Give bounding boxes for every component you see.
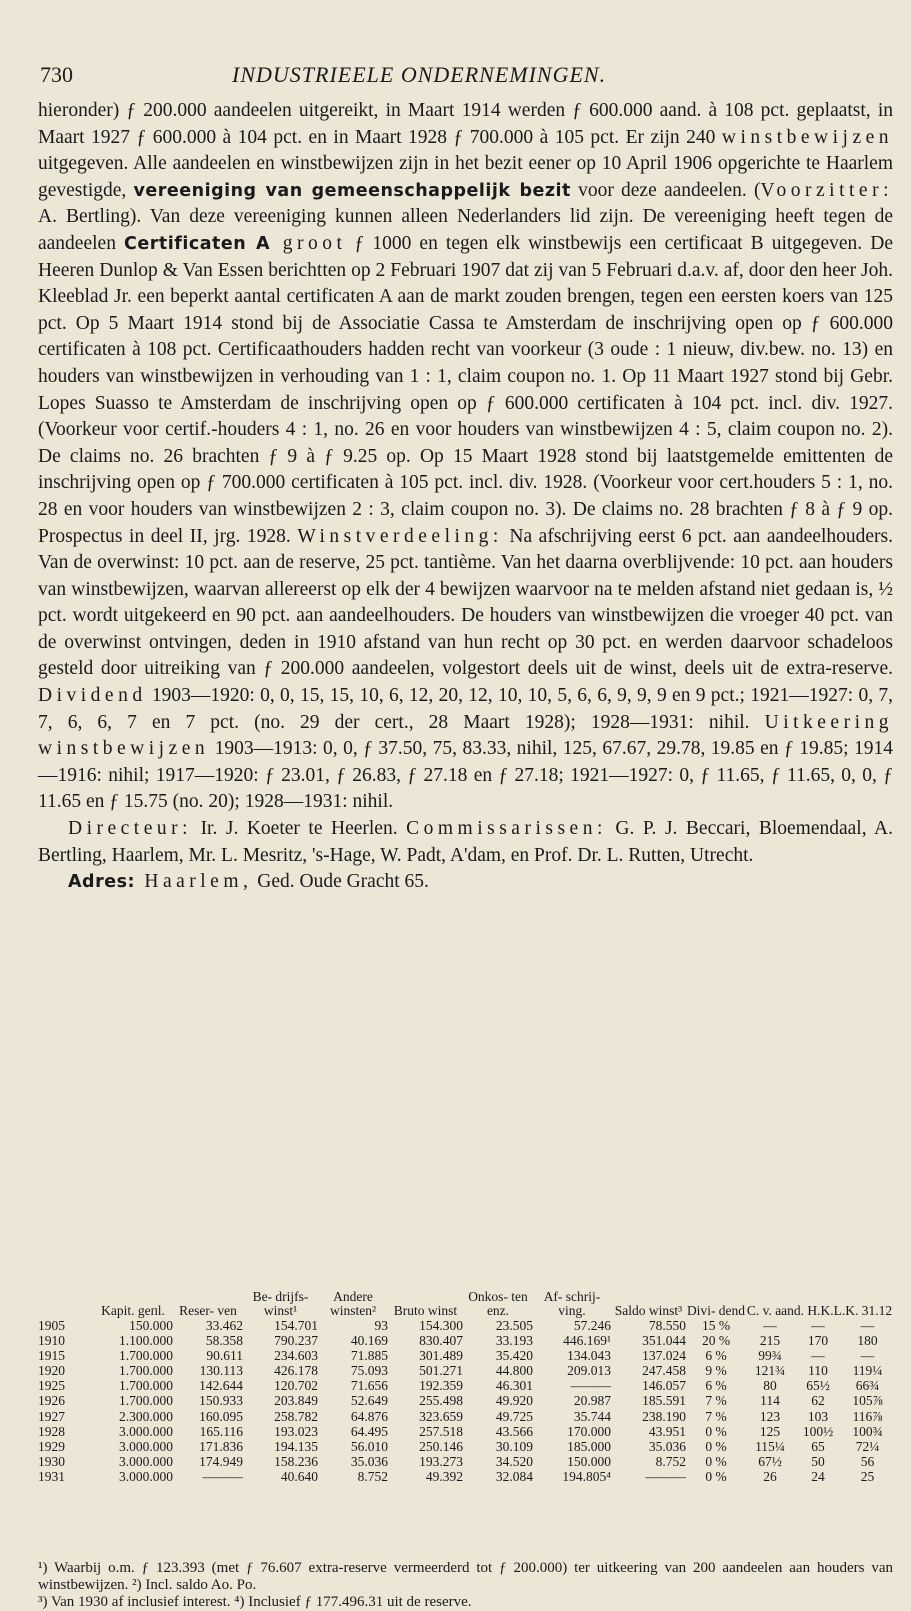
table-cell-h: 121¾ bbox=[754, 1363, 786, 1379]
table-cell-reserven: 165.116 bbox=[199, 1423, 243, 1439]
table-cell-h: 80 bbox=[763, 1378, 777, 1394]
spaced-term-dividend: Dividend bbox=[38, 685, 147, 707]
table-cell-reserven: 130.113 bbox=[199, 1363, 243, 1379]
table-cell-bedrijf: 40.640 bbox=[280, 1468, 318, 1484]
table-cell-div: 6 % bbox=[705, 1378, 727, 1394]
table-cell-l: — bbox=[860, 1348, 875, 1364]
table-cell-h: 123 bbox=[759, 1408, 781, 1424]
page-header bbox=[40, 62, 893, 92]
table-cell-saldo: 247.458 bbox=[642, 1363, 686, 1379]
table-cell-kapit: 3.000.000 bbox=[119, 1423, 173, 1439]
table-header-cell: Divi- dend bbox=[686, 1303, 746, 1318]
table-header-cell: Reser- ven bbox=[179, 1303, 237, 1318]
table-header-cell: Bruto winst bbox=[393, 1303, 458, 1318]
table-cell-saldo: 351.044 bbox=[642, 1333, 686, 1349]
table-cell-afschr: 150.000 bbox=[567, 1453, 611, 1469]
table-cell-div: 15 % bbox=[701, 1318, 731, 1333]
table-row bbox=[38, 1454, 893, 1469]
table-header-row bbox=[38, 1290, 893, 1318]
table-cell-kapit: 1.700.000 bbox=[119, 1363, 173, 1379]
table-cell-k: 110 bbox=[808, 1363, 828, 1379]
table-cell-kapit: 3.000.000 bbox=[119, 1453, 173, 1469]
paragraph-directors: Directeur: Ir. J. Koeter te Heerlen. Commissarissen: G. P. J. Beccari, Bloemendaal, A. Bertling, Haarlem, Mr. L. Mesritz, 's-Hage, W. Padt, A'dam, en Prof. Dr. L. Rutten, Utrecht. bbox=[38, 818, 893, 866]
table-cell-bruto: 257.518 bbox=[419, 1423, 463, 1439]
table-cell-bedrijf: 426.178 bbox=[274, 1363, 318, 1379]
page-number: 730 bbox=[40, 62, 73, 87]
table-cell-andere: 8.752 bbox=[357, 1468, 388, 1484]
table-cell-h: 215 bbox=[759, 1333, 781, 1349]
table-cell-afschr: 134.043 bbox=[567, 1348, 611, 1364]
table-cell-bedrijf: 154.701 bbox=[274, 1318, 318, 1333]
table-cell-bedrijf: 234.603 bbox=[274, 1348, 318, 1364]
table-cell-year: 1928 bbox=[38, 1423, 65, 1439]
table-row bbox=[38, 1348, 893, 1363]
spaced-term-commissarissen: Commissarissen: bbox=[406, 818, 607, 840]
table-cell-onkosten: 44.800 bbox=[495, 1363, 533, 1379]
table-cell-andere: 35.036 bbox=[350, 1453, 388, 1469]
table-cell-year: 1929 bbox=[38, 1438, 65, 1454]
table-header-cell: Be- drijfs- winst¹ bbox=[252, 1289, 309, 1318]
table-cell-andere: 40.169 bbox=[350, 1333, 388, 1349]
table-header-cell: Andere winsten² bbox=[329, 1289, 377, 1318]
table-cell-saldo: 238.190 bbox=[642, 1408, 686, 1424]
table-cell-kapit: 2.300.000 bbox=[119, 1408, 173, 1424]
table-cell-onkosten: 46.301 bbox=[495, 1378, 533, 1394]
table-cell-andere: 75.093 bbox=[350, 1363, 388, 1379]
table-cell-bedrijf: 258.782 bbox=[274, 1408, 318, 1424]
table-cell-h: — bbox=[763, 1318, 777, 1333]
table-header-cell bbox=[38, 1290, 93, 1318]
table-cell-l: 56 bbox=[860, 1453, 875, 1469]
table-cell-saldo: 137.024 bbox=[642, 1348, 686, 1364]
table-cell-saldo: ——— bbox=[645, 1468, 686, 1484]
running-title: INDUSTRIEELE ONDERNEMINGEN. bbox=[232, 62, 607, 87]
table-cell-reserven: 90.611 bbox=[206, 1348, 243, 1364]
table-cell-bruto: 192.359 bbox=[419, 1378, 463, 1394]
table-cell-l: 105⅞ bbox=[852, 1393, 883, 1409]
table-cell-onkosten: 32.084 bbox=[495, 1468, 533, 1484]
spaced-term-haarlem: Haarlem, bbox=[134, 871, 253, 893]
table-cell-saldo: 185.591 bbox=[642, 1393, 686, 1409]
table-cell-bruto: 501.271 bbox=[419, 1363, 463, 1379]
table-row bbox=[38, 1424, 893, 1439]
table-cell-bruto: 255.498 bbox=[419, 1393, 463, 1409]
table-cell-div: 0 % bbox=[705, 1423, 727, 1439]
table-cell-kapit: 1.700.000 bbox=[119, 1378, 173, 1394]
table-cell-afschr: 170.000 bbox=[567, 1423, 611, 1439]
table-cell-year: 1905 bbox=[38, 1318, 65, 1333]
table-cell-l: 180 bbox=[857, 1333, 878, 1349]
table-cell-kapit: 3.000.000 bbox=[119, 1438, 173, 1454]
table-row bbox=[38, 1393, 893, 1408]
table-cell-div: 0 % bbox=[705, 1468, 727, 1484]
table-cell-year: 1925 bbox=[38, 1378, 65, 1394]
table-cell-div: 7 % bbox=[705, 1408, 727, 1424]
table-cell-year: 1931 bbox=[38, 1468, 65, 1484]
bold-term-adres: Adres: bbox=[68, 872, 135, 893]
table-cell-andere: 71.656 bbox=[350, 1378, 388, 1394]
table-cell-reserven: 174.949 bbox=[199, 1453, 243, 1469]
table-cell-div: 20 % bbox=[701, 1333, 731, 1349]
table-cell-afschr: 20.987 bbox=[573, 1393, 611, 1409]
table-cell-k: — bbox=[811, 1318, 825, 1333]
table-cell-bedrijf: 158.236 bbox=[274, 1453, 318, 1469]
table-cell-onkosten: 30.109 bbox=[495, 1438, 533, 1454]
financial-table-wrap bbox=[38, 1290, 893, 1484]
table-cell-onkosten: 43.566 bbox=[495, 1423, 533, 1439]
table-cell-k: 24 bbox=[811, 1468, 825, 1484]
table-cell-reserven: 160.095 bbox=[199, 1408, 243, 1424]
table-cell-year: 1915 bbox=[38, 1348, 65, 1364]
footnotes bbox=[38, 1560, 893, 1611]
table-cell-bedrijf: 194.135 bbox=[274, 1438, 318, 1454]
spaced-term-groot: groot bbox=[270, 232, 347, 254]
table-cell-k: 103 bbox=[807, 1408, 829, 1424]
table-cell-k: 170 bbox=[807, 1333, 829, 1349]
table-cell-bruto: 301.489 bbox=[419, 1348, 463, 1364]
table-cell-l: 119¼ bbox=[852, 1363, 883, 1379]
table-cell-year: 1930 bbox=[38, 1453, 65, 1469]
table-body bbox=[38, 1318, 893, 1484]
table-cell-reserven: 142.644 bbox=[199, 1378, 243, 1394]
table-cell-bruto: 250.146 bbox=[419, 1438, 463, 1454]
table-cell-andere: 64.495 bbox=[350, 1423, 388, 1439]
table-row bbox=[38, 1439, 893, 1454]
table-cell-onkosten: 34.520 bbox=[495, 1453, 533, 1469]
table-cell-saldo: 146.057 bbox=[642, 1378, 686, 1394]
footnote-1-2: ¹) Waarbij o.m. ƒ 123.393 (met ƒ 76.607 extra-reserve vermeerderd tot ƒ 200.000) ter uitkeering van 200 aandeelen aan houders van winstbewijzen. ²) Incl. saldo Ao. Po. bbox=[38, 1560, 893, 1593]
spaced-term-winstverdeeling: Winstverdeeling: bbox=[297, 525, 503, 547]
table-cell-l: 100¾ bbox=[852, 1423, 883, 1439]
table-cell-onkosten: 33.193 bbox=[495, 1333, 533, 1349]
table-cell-andere: 71.885 bbox=[350, 1348, 388, 1364]
table-cell-andere: 64.876 bbox=[350, 1408, 388, 1424]
paragraph-company-history: hieronder) ƒ 200.000 aandeelen uitgereikt, in Maart 1914 werden ƒ 600.000 aand. à 108 pct. geplaatst, in Maart 1927 ƒ 600.000 à 104 pct. en in Maart 1928 ƒ 700.000 à 105 pct. Er zijn 240 winstbewijzen uitgegeven. Alle aandeelen en winstbewijzen zijn in het bezit eener op 10 April 1906 opgerichte te Haarlem gevestigde, vereeniging van gemeenschappelijk bezit voor deze aandeelen. (Voorzitter: A. Bertling). Van deze vereeniging kunnen alleen Nederlanders lid zijn. De vereeniging heeft tegen de aandeelen Certificaten A groot ƒ 1000 en tegen elk winstbewijs een certificaat B uitgegeven. De Heeren Dunlop & Van Essen berichtten op 2 Februari 1907 dat zij van 5 Februari d.a.v. af, door den heer Joh. Kleeblad Jr. een beperkt aantal certificaten A aan de markt zouden brengen, tegen een eersten koers van 125 pct. Op 5 Maart 1914 stond bij de Associatie Cassa te Amsterdam de inschrijving open op ƒ 600.000 certificaten à 108 pct. Certificaathouders hadden recht van voorkeur (3 oude : 1 nieuw, div.bew. no. 13) en houders van winstbewijzen in verhouding van 1 : 1, claim coupon no. 1. Op 11 Maart 1927 stond bij Gebr. Lopes Suasso te Amsterdam de inschrijving open op ƒ 600.000 certificaten à 104 pct. incl. div. 1927. (Voorkeur voor certif.-houders 4 : 1, no. 26 en voor houders van winstbewijzen 4 : 5, claim coupon no. 2). De claims no. 26 brachten ƒ 9 à ƒ 9.25 op. Op 15 Maart 1928 stond bij laatstgemelde emittenten de inschrijving open op ƒ 700.000 certificaten à 105 pct. incl. div. 1928. (Voorkeur voor cert.houders 5 : 1, no. 28 en voor houders van winstbewijzen 2 : 3, claim coupon no. 3). De claims no. 28 brachten ƒ 8 à ƒ 9 op. Prospectus in deel II, jrg. 1928. Winstverdeeling: Na afschrijving eerst 6 pct. aan aandeelhouders. Van de overwinst: 10 pct. aan de reserve, 25 pct. tantième. Van het daarna overblijvende: 10 pct. aan houders van winstbewijzen, waarvan allereerst op elk der 4 bewijzen waarvoor na te melden afstand niet gedaan is, ½ pct. wordt uitgekeerd en 90 pct. aan aandeelhouders. De houders van winstbewijzen die vroeger 40 pct. van de overwinst ontvingen, deden in 1910 afstand van hun recht op 30 pct. en werden daarvoor schadeloos gesteld door uitreiking van ƒ 200.000 aandeelen, volgestort deels uit de winst, deels uit de extra-reserve. Dividend 1903—1920: 0, 0, 15, 15, 10, 6, 12, 20, 12, 10, 10, 5, 6, 6, 9, 9, 9 en 9 pct.; 1921—1927: 0, 7, 7, 6, 6, 7 en 7 pct. (no. 29 der cert., 28 Maart 1928); 1928—1931: nihil. Uitkeering winstbewijzen 1903—1913: 0, 0, ƒ 37.50, 75, 83.33, nihil, 125, 67.67, 29.78, 19.85 en ƒ 19.85; 1914—1916: nihil; 1917—1920: ƒ 23.01, ƒ 26.83, ƒ 27.18 en ƒ 27.18; 1921—1927: 0, ƒ 11.65, ƒ 11.65, 0, 0, ƒ 11.65 en ƒ 15.75 (no. 20); 1928—1931: nihil. bbox=[38, 100, 893, 813]
table-cell-afschr: 209.013 bbox=[567, 1363, 611, 1379]
table-cell-afschr: 194.805⁴ bbox=[562, 1468, 611, 1484]
table-header-cell: Saldo winst³ bbox=[614, 1303, 683, 1318]
table-cell-kapit: 3.000.000 bbox=[119, 1468, 173, 1484]
table-cell-bedrijf: 193.023 bbox=[274, 1423, 318, 1439]
table-cell-afschr: 185.000 bbox=[567, 1438, 611, 1454]
table-cell-l: 116⅞ bbox=[852, 1408, 883, 1424]
spaced-term-uitkeering: Uitkeering winstbewijzen bbox=[38, 711, 893, 760]
table-cell-div: 0 % bbox=[705, 1438, 727, 1454]
table-cell-k: 100½ bbox=[802, 1423, 834, 1439]
table-cell-afschr: ——— bbox=[570, 1378, 611, 1394]
table-cell-bruto: 154.300 bbox=[419, 1318, 463, 1333]
table-cell-saldo: 43.951 bbox=[648, 1423, 686, 1439]
spaced-term-directeur: Directeur: bbox=[68, 818, 193, 840]
table-cell-div: 9 % bbox=[705, 1363, 727, 1379]
table-cell-reserven: 171.836 bbox=[199, 1438, 243, 1454]
table-cell-kapit: 1.100.000 bbox=[119, 1333, 173, 1349]
spaced-term-voorzitter: Voorzitter: bbox=[760, 179, 893, 201]
table-cell-afschr: 35.744 bbox=[573, 1408, 611, 1424]
table-cell-k: — bbox=[811, 1348, 825, 1364]
table-row bbox=[38, 1409, 893, 1424]
table-row bbox=[38, 1333, 893, 1348]
financial-table bbox=[38, 1290, 893, 1484]
table-cell-year: 1926 bbox=[38, 1393, 65, 1409]
bold-term-vereeniging: vereeniging van gemeenschappelijk bezit bbox=[133, 180, 571, 201]
table-row bbox=[38, 1363, 893, 1378]
table-cell-h: 114 bbox=[760, 1393, 780, 1409]
table-cell-onkosten: 49.725 bbox=[495, 1408, 533, 1424]
table-header-cell: Onkos- ten enz. bbox=[468, 1289, 528, 1318]
body-text bbox=[38, 98, 893, 896]
table-cell-bedrijf: 120.702 bbox=[274, 1378, 318, 1394]
table-cell-onkosten: 49.920 bbox=[495, 1393, 533, 1409]
table-cell-reserven: ——— bbox=[202, 1468, 243, 1484]
table-cell-kapit: 1.700.000 bbox=[119, 1348, 173, 1364]
table-header-cell: Af- schrij- ving. bbox=[543, 1289, 601, 1318]
table-cell-div: 6 % bbox=[705, 1348, 727, 1364]
table-cell-l: 66¾ bbox=[855, 1378, 880, 1394]
table-cell-kapit: 1.700.000 bbox=[119, 1393, 173, 1409]
table-cell-l: — bbox=[860, 1318, 875, 1333]
table-cell-andere: 93 bbox=[374, 1318, 388, 1333]
table-cell-bruto: 49.392 bbox=[425, 1468, 463, 1484]
table-cell-reserven: 58.358 bbox=[205, 1333, 243, 1349]
bold-term-certificaten: Certificaten A bbox=[124, 233, 271, 254]
table-cell-k: 50 bbox=[811, 1453, 825, 1469]
table-cell-bedrijf: 203.849 bbox=[274, 1393, 318, 1409]
table-cell-year: 1920 bbox=[38, 1363, 65, 1379]
table-cell-h: 99¾ bbox=[758, 1348, 782, 1364]
table-cell-reserven: 150.933 bbox=[199, 1393, 243, 1409]
footnote-3-4: ³) Van 1930 af inclusief interest. ⁴) Inclusief ƒ 177.496.31 uit de reserve. bbox=[38, 1594, 472, 1610]
table-cell-l: 25 bbox=[860, 1468, 875, 1484]
table-cell-bedrijf: 790.237 bbox=[274, 1333, 318, 1349]
table-cell-bruto: 323.659 bbox=[419, 1408, 463, 1424]
table-cell-h: 115¼ bbox=[755, 1438, 785, 1454]
table-row bbox=[38, 1378, 893, 1393]
table-cell-h: 67½ bbox=[758, 1453, 782, 1469]
table-cell-k: 65½ bbox=[806, 1378, 830, 1394]
table-cell-saldo: 78.550 bbox=[648, 1318, 686, 1333]
table-cell-year: 1927 bbox=[38, 1408, 65, 1424]
table-cell-andere: 52.649 bbox=[350, 1393, 388, 1409]
table-cell-bruto: 193.273 bbox=[419, 1453, 463, 1469]
table-cell-saldo: 8.752 bbox=[655, 1453, 686, 1469]
table-cell-bruto: 830.407 bbox=[419, 1333, 463, 1349]
table-cell-afschr: 57.246 bbox=[573, 1318, 611, 1333]
table-cell-h: 125 bbox=[759, 1423, 781, 1439]
table-cell-div: 0 % bbox=[705, 1453, 727, 1469]
table-header-cell: Kapit. geпl. bbox=[101, 1303, 165, 1318]
table-cell-year: 1910 bbox=[38, 1333, 65, 1349]
table-header-cell: C. v. aand. H.K.L.K. 31.12 bbox=[746, 1303, 893, 1318]
table-cell-andere: 56.010 bbox=[350, 1438, 388, 1454]
table-cell-onkosten: 35.420 bbox=[495, 1348, 533, 1364]
table-cell-div: 7 % bbox=[705, 1393, 727, 1409]
table-cell-l: 72¼ bbox=[855, 1438, 880, 1454]
table-cell-kapit: 150.000 bbox=[129, 1318, 173, 1333]
table-cell-onkosten: 23.505 bbox=[495, 1318, 533, 1333]
table-cell-afschr: 446.169¹ bbox=[563, 1333, 611, 1349]
table-row bbox=[38, 1469, 893, 1484]
table-cell-reserven: 33.462 bbox=[205, 1318, 243, 1333]
spaced-term-winstbewijzen: winstbewijzen bbox=[721, 126, 893, 148]
paragraph-address: Adres: Haarlem, Ged. Oude Gracht 65. bbox=[68, 871, 429, 893]
table-row bbox=[38, 1318, 893, 1333]
table-cell-k: 65 bbox=[811, 1438, 825, 1454]
table-cell-k: 62 bbox=[811, 1393, 825, 1409]
table-cell-h: 26 bbox=[763, 1468, 777, 1484]
table-cell-saldo: 35.036 bbox=[648, 1438, 686, 1454]
